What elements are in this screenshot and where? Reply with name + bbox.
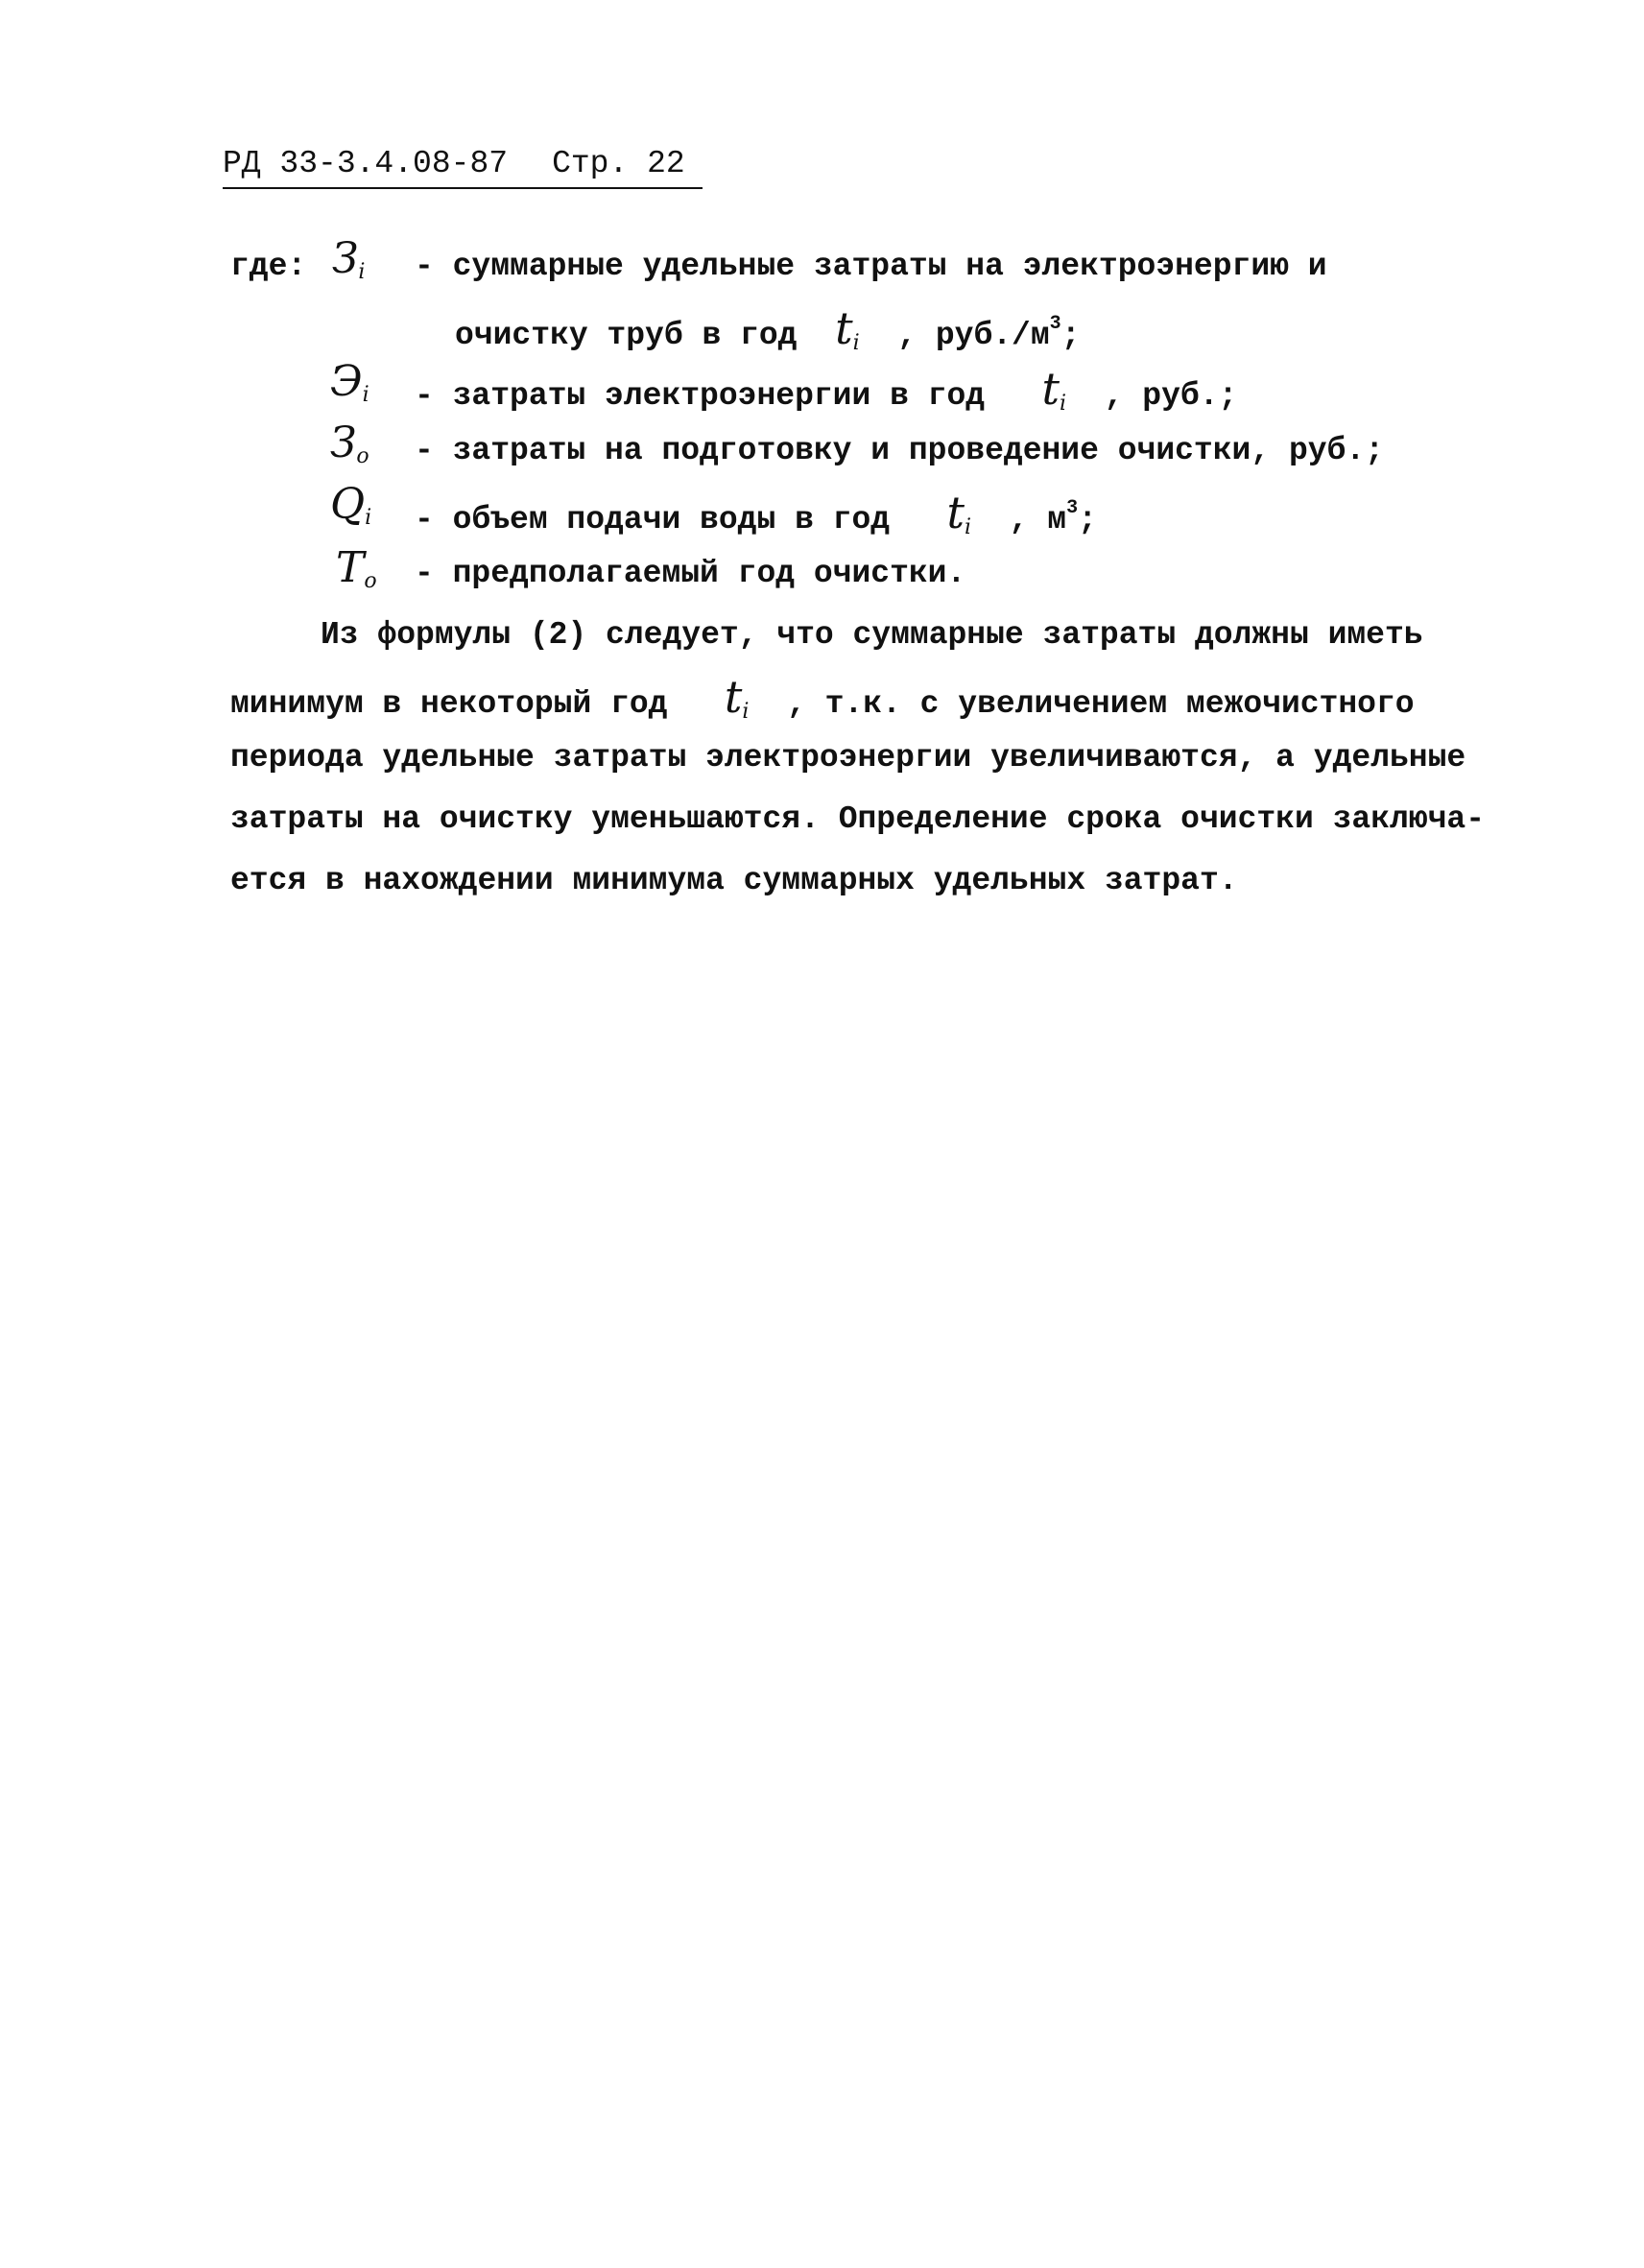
definition-3-text: - затраты на подготовку и проведение очистки, руб.; xyxy=(415,433,1384,468)
symbol-e-i: Эi xyxy=(330,357,369,407)
doc-code: РД 33-3.4.08-87 xyxy=(223,146,509,181)
symbol-q-i: Qi xyxy=(330,480,372,530)
symbol-z-i: Зi xyxy=(332,234,366,284)
paragraph-line-1: Из формулы (2) следует, что суммарные затраты должны иметь xyxy=(321,617,1423,653)
where-label: где: xyxy=(230,249,307,284)
definition-1-text: - суммарные удельные затраты на электроэнергию и xyxy=(415,249,1327,284)
definition-5-text: - предполагаемый год очистки. xyxy=(415,556,966,591)
paragraph-line-5: ется в нахождении минимума суммарных удельных затрат. xyxy=(230,863,1238,898)
symbol-z-o: Зo xyxy=(330,418,369,468)
paragraph-line-4: затраты на очистку уменьшаются. Определение срока очистки заключа- xyxy=(230,801,1486,837)
definition-1-continuation: очистку труб в год $t_i$ , $руб./м^3$; xyxy=(455,302,1081,355)
definition-4-text: - объем подачи воды в год $t_i$ , $м^3$; xyxy=(415,487,1097,539)
page-header xyxy=(223,146,703,189)
page-number: Стр. 22 xyxy=(552,146,685,181)
symbol-t-o: To xyxy=(336,543,377,593)
paragraph-line-2: минимум в некоторый год $t_i$ , т.к. с увеличением межочистного xyxy=(230,671,1415,724)
paragraph-line-3: периода удельные затраты электроэнергии увеличиваются, а удельные xyxy=(230,740,1466,776)
definition-2-text: - затраты электроэнергии в год $t_i$ , руб.; xyxy=(415,363,1238,416)
